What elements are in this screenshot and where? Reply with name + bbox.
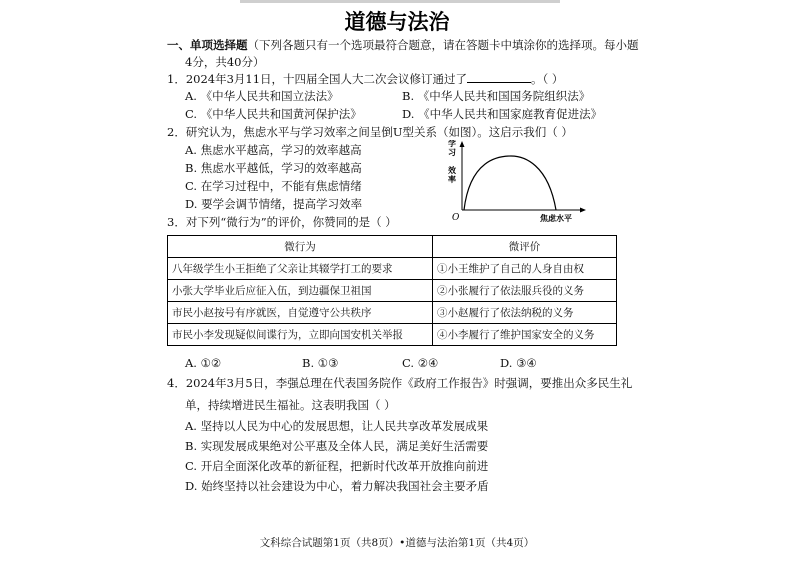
table-cell-evaluation: ④小李履行了维护国家安全的义务: [433, 324, 617, 346]
table-cell-behavior: 市民小李发现疑似间谍行为，立即向国安机关举报: [168, 324, 433, 346]
q2-stem: 2．研究认为，焦虑水平与学习效率之间呈倒U型关系（如图）。这启示我们（ ）: [167, 125, 573, 139]
q3-option-b: B. ①③: [302, 356, 339, 370]
table-row: [168, 302, 617, 324]
q1-option-c: C. 《中华人民共和国黄河保护法》: [185, 107, 362, 121]
origin-label: O: [452, 213, 460, 223]
q2-option-b: B. 焦虑水平越低，学习的效率越高: [185, 161, 362, 175]
y-axis-arrow: [460, 141, 465, 147]
q4-option-d: D. 始终坚持以社会建设为中心，着力解决我国社会主要矛盾: [185, 479, 489, 493]
table-header-row: [168, 236, 617, 258]
table-cell-evaluation: ①小王维护了自己的人身自由权: [433, 258, 617, 280]
table-header-evaluation: 微评价: [433, 236, 617, 258]
table-row: [168, 280, 617, 302]
q1-option-d: D. 《中华人民共和国家庭教育促进法》: [402, 107, 603, 121]
q1-stem: [167, 71, 563, 87]
y-label-char-2: 习: [448, 148, 456, 157]
q4-stem-line-1: 4．2024年3月5日，李强总理在代表国务院作《政府工作报告》时强调，要推出众多民生礼: [167, 376, 633, 390]
q3-option-a: A. ①②: [185, 356, 222, 370]
micro-behavior-table: [167, 235, 617, 346]
table-header-behavior: 微行为: [168, 236, 433, 258]
inverted-u-curve-figure: [448, 140, 598, 224]
page-footer: 文科综合试题第1页（共8页）•道德与法治第1页（共4页）: [259, 537, 535, 549]
table-cell-behavior: 市民小赵按号有序就医，自觉遵守公共秩序: [168, 302, 433, 324]
q1-stem-before: 1．2024年3月11日，十四届全国人大二次会议修订通过了: [167, 72, 468, 86]
y-label-char-3: 效: [448, 166, 456, 175]
q1-answer-blank: [467, 72, 531, 83]
y-label-char-4: 率: [448, 175, 456, 184]
table-row: [168, 324, 617, 346]
instructions-line-2: 4分，共40分）: [185, 55, 265, 69]
q2-option-d: D. 要学会调节情绪，提高学习效率: [185, 197, 363, 211]
q4-option-b: B. 实现发展成果绝对公平惠及全体人民，满足美好生活需要: [185, 439, 489, 453]
q3-option-d: D. ③④: [500, 356, 537, 370]
inverted-u-curve: [464, 156, 556, 210]
q4-stem-line-2: 单，持续增进民生福祉。这表明我国（ ）: [185, 398, 396, 412]
q1-option-b: B. 《中华人民共和国国务院组织法》: [402, 89, 591, 103]
y-label-char-1: 学: [448, 140, 456, 148]
x-axis-arrow: [580, 208, 586, 213]
section-instructions: [167, 37, 639, 53]
q4-option-a: A. 坚持以人民为中心的发展思想，让人民共享改革发展成果: [185, 419, 489, 433]
q2-option-c: C. 在学习过程中，不能有焦虑情绪: [185, 179, 362, 193]
table-cell-behavior: 八年级学生小王拒绝了父亲让其辍学打工的要求: [168, 258, 433, 280]
cropped-header-strip: [240, 0, 560, 3]
page-title: 道德与法治: [344, 10, 450, 34]
q3-option-c: C. ②④: [402, 356, 439, 370]
table-cell-evaluation: ③小赵履行了依法纳税的义务: [433, 302, 617, 324]
table-cell-behavior: 小张大学毕业后应征入伍，到边疆保卫祖国: [168, 280, 433, 302]
q4-option-c: C. 开启全面深化改革的新征程，把新时代改革开放推向前进: [185, 459, 489, 473]
table-row: [168, 258, 617, 280]
q3-stem: 3．对下列“微行为”的评价，你赞同的是（ ）: [167, 215, 397, 229]
q1-option-a: A. 《中华人民共和国立法法》: [185, 89, 339, 103]
x-axis-label: 焦虑水平: [540, 214, 572, 223]
instructions-line-1: （下列各题只有一个选项最符合题意，请在答题卡中填涂你的选择项。每小题: [247, 38, 639, 52]
table-cell-evaluation: ②小张履行了依法服兵役的义务: [433, 280, 617, 302]
q2-figure: [448, 140, 598, 224]
section-heading: 一、单项选择题: [167, 38, 248, 52]
q2-option-a: A. 焦虑水平越高，学习的效率越高: [185, 143, 362, 157]
q1-stem-after: 。（ ）: [531, 72, 564, 86]
